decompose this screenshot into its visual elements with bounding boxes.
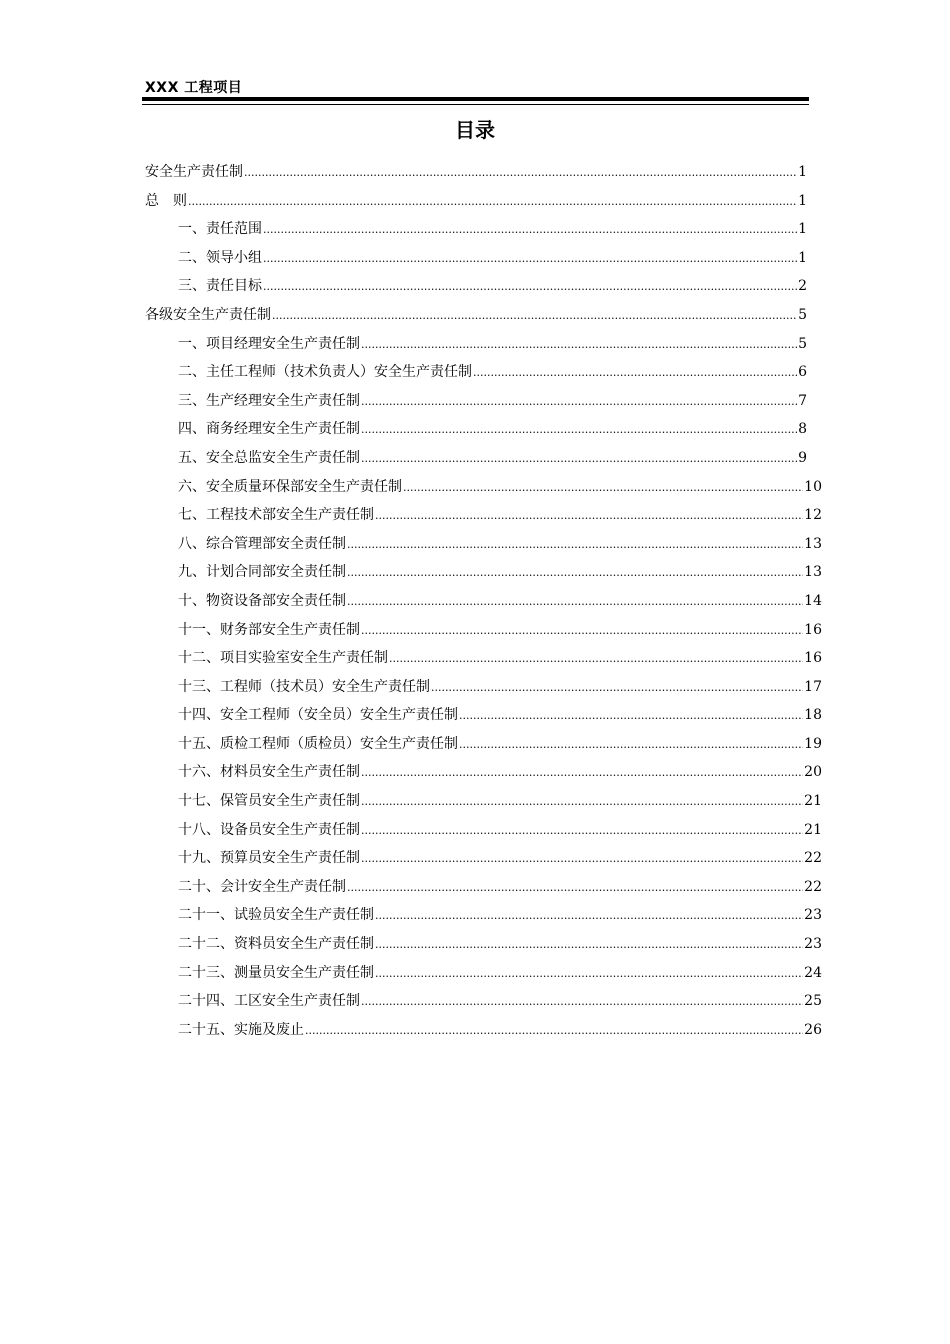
toc-entry[interactable] [145,701,822,730]
toc-entry-label: 二十三、测量员安全生产责任制 [178,964,374,981]
toc-dot-leader [361,331,797,360]
toc-entry-page: 23 [804,936,822,953]
toc-dot-leader [347,559,803,588]
toc-dot-leader [305,1017,803,1046]
toc-entry[interactable] [145,1016,822,1045]
toc-entry[interactable] [145,558,822,587]
toc-dot-leader [347,874,803,903]
toc-entry[interactable] [145,787,822,816]
toc-entry[interactable] [145,187,807,216]
toc-entry-page: 22 [804,878,822,895]
toc-entry[interactable] [145,530,822,559]
toc-dot-leader [361,617,803,646]
toc-entry-page: 14 [804,592,822,609]
table-of-contents [145,158,822,1044]
toc-entry-page: 1 [798,221,807,238]
toc-entry-page: 7 [798,392,807,409]
document-header: XXX 工程项目 [145,80,243,96]
toc-entry-page: 16 [804,650,822,667]
header-rule-thin [142,104,809,105]
toc-entry-page: 8 [798,421,807,438]
toc-entry-label: 七、工程技术部安全生产责任制 [178,507,374,524]
toc-dot-leader [361,788,803,817]
toc-dot-leader [375,902,803,931]
toc-dot-leader [375,960,803,989]
toc-entry-label: 十、物资设备部安全责任制 [178,592,346,609]
toc-entry-label: 九、计划合同部安全责任制 [178,564,346,581]
toc-entry-page: 13 [804,535,822,552]
toc-dot-leader [459,702,803,731]
toc-dot-leader [375,931,803,960]
toc-entry[interactable] [145,587,822,616]
toc-entry[interactable] [145,844,822,873]
toc-entry-page: 21 [804,821,822,838]
toc-entry-label: 四、商务经理安全生产责任制 [178,421,360,438]
toc-dot-leader [244,159,797,188]
toc-entry-label: 十一、财务部安全生产责任制 [178,621,360,638]
toc-dot-leader [347,588,803,617]
toc-dot-leader [431,674,803,703]
toc-entry-page: 16 [804,621,822,638]
toc-entry-label: 八、综合管理部安全责任制 [178,535,346,552]
page-title: 目录 [455,118,495,142]
toc-dot-leader [188,188,797,217]
toc-entry[interactable] [145,330,807,359]
toc-dot-leader [263,273,797,302]
toc-entry[interactable] [145,901,822,930]
toc-dot-leader [263,245,797,274]
toc-entry-page: 23 [804,907,822,924]
toc-entry[interactable] [145,930,822,959]
toc-dot-leader [272,302,797,331]
toc-entry-label: 十六、材料员安全生产责任制 [178,764,360,781]
toc-entry-page: 22 [804,850,822,867]
toc-entry-page: 5 [798,306,807,323]
toc-entry-label: 十三、工程师（技术员）安全生产责任制 [178,678,430,695]
toc-dot-leader [375,502,803,531]
toc-dot-leader [459,731,803,760]
toc-entry-label: 三、责任目标 [178,278,262,295]
toc-entry-page: 21 [804,793,822,810]
toc-entry[interactable] [145,987,822,1016]
toc-entry-page: 26 [804,1021,822,1038]
toc-entry-page: 25 [804,993,822,1010]
toc-entry-label: 各级安全生产责任制 [145,306,271,323]
toc-entry-label: 二十一、试验员安全生产责任制 [178,907,374,924]
toc-entry-page: 13 [804,564,822,581]
toc-entry-label: 十五、质检工程师（质检员）安全生产责任制 [178,735,458,752]
toc-entry-label: 一、项目经理安全生产责任制 [178,335,360,352]
toc-dot-leader [361,759,803,788]
toc-entry[interactable] [145,758,822,787]
toc-dot-leader [361,416,797,445]
toc-dot-leader [361,445,797,474]
toc-dot-leader [389,645,803,674]
toc-entry[interactable] [145,301,807,330]
toc-entry-page: 24 [804,964,822,981]
toc-entry-label: 总 则 [145,192,187,209]
toc-entry-label: 二、主任工程师（技术负责人）安全生产责任制 [178,364,472,381]
toc-dot-leader [361,845,803,874]
toc-entry-page: 1 [798,192,807,209]
toc-entry[interactable] [145,959,822,988]
toc-entry-label: 一、责任范围 [178,221,262,238]
toc-entry[interactable] [145,616,822,645]
toc-entry-page: 10 [804,478,822,495]
toc-dot-leader [361,988,803,1017]
toc-entry-page: 5 [798,335,807,352]
toc-entry-page: 19 [804,735,822,752]
toc-entry-page: 6 [798,364,807,381]
toc-entry-label: 二十二、资料员安全生产责任制 [178,936,374,953]
toc-dot-leader [361,817,803,846]
toc-entry-page: 2 [798,278,807,295]
toc-entry-label: 二十、会计安全生产责任制 [178,878,346,895]
toc-entry-page: 17 [804,678,822,695]
toc-entry-label: 二、领导小组 [178,249,262,266]
toc-entry-label: 二十五、实施及废止 [178,1021,304,1038]
toc-entry[interactable] [145,244,807,273]
toc-dot-leader [361,388,797,417]
toc-entry-label: 十八、设备员安全生产责任制 [178,821,360,838]
toc-entry-page: 9 [798,449,807,466]
toc-entry-label: 安全生产责任制 [145,164,243,180]
toc-entry-label: 十九、预算员安全生产责任制 [178,850,360,867]
toc-entry[interactable] [145,673,822,702]
toc-entry[interactable] [145,415,807,444]
toc-entry[interactable] [145,358,807,387]
toc-entry[interactable] [145,158,807,187]
toc-entry-page: 18 [804,707,822,724]
toc-entry[interactable] [145,272,807,301]
toc-entry[interactable] [145,501,822,530]
toc-entry[interactable] [145,387,807,416]
toc-dot-leader [473,359,797,388]
toc-dot-leader [403,474,803,503]
toc-entry[interactable] [145,473,822,502]
header-rule-thick [142,97,809,101]
toc-entry[interactable] [145,730,822,759]
toc-entry[interactable] [145,816,822,845]
toc-entry-label: 二十四、工区安全生产责任制 [178,993,360,1010]
toc-dot-leader [263,216,797,245]
toc-entry-label: 十七、保管员安全生产责任制 [178,793,360,810]
toc-entry[interactable] [145,215,807,244]
toc-dot-leader [347,531,803,560]
toc-entry[interactable] [145,444,807,473]
toc-entry-label: 十四、安全工程师（安全员）安全生产责任制 [178,707,458,724]
toc-entry-label: 十二、项目实验室安全生产责任制 [178,650,388,667]
toc-entry-page: 1 [798,249,807,266]
toc-entry-page: 1 [798,164,807,180]
toc-entry-page: 20 [804,764,822,781]
toc-entry[interactable] [145,873,822,902]
toc-entry-label: 三、生产经理安全生产责任制 [178,392,360,409]
toc-entry-label: 五、安全总监安全生产责任制 [178,449,360,466]
toc-entry-label: 六、安全质量环保部安全生产责任制 [178,478,402,495]
toc-entry-page: 12 [804,507,822,524]
toc-entry[interactable] [145,644,822,673]
